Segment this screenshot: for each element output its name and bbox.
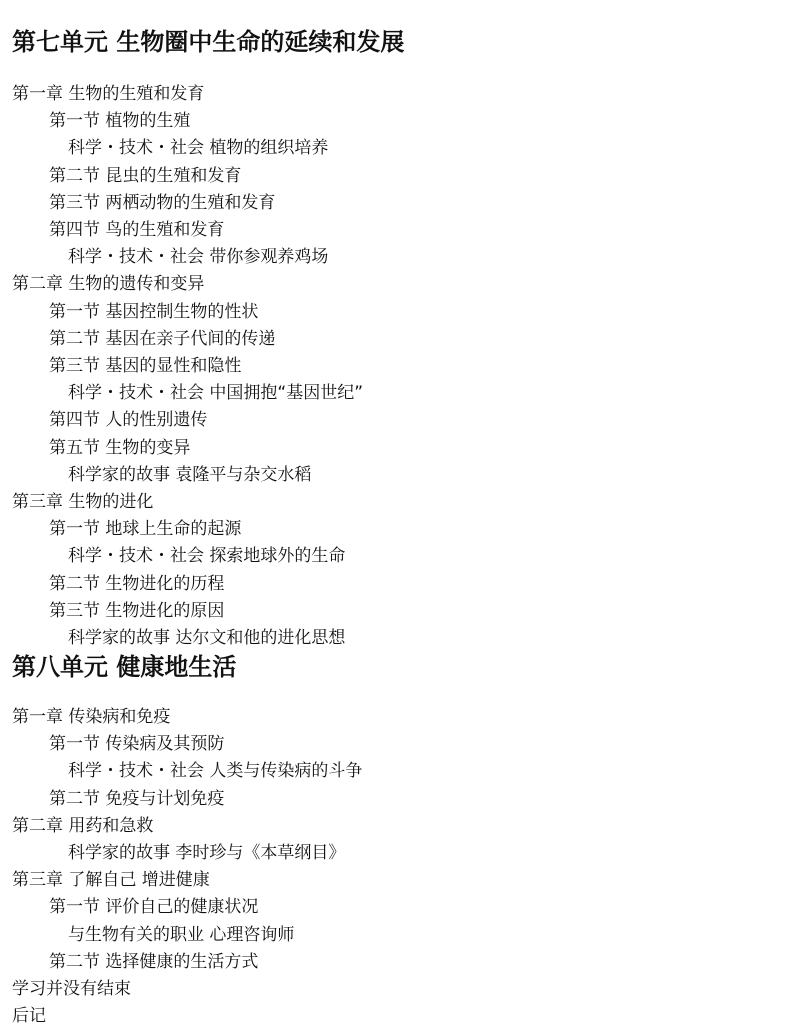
chapter-entry: 第二章 生物的遗传和变异 [12, 274, 205, 295]
closing-entry: 后记 [12, 1006, 46, 1027]
section-entry: 第二节 生物进化的历程 [49, 573, 225, 594]
section-entry: 第一节 传染病及其预防 [49, 734, 225, 755]
feature-entry: 科学・技术・社会 探索地球外的生命 [68, 546, 346, 567]
section-entry: 第一节 基因控制生物的性状 [49, 301, 259, 322]
section-entry: 第四节 人的性别遗传 [49, 410, 208, 431]
feature-entry: 科学・技术・社会 植物的组织培养 [68, 138, 329, 159]
section-entry: 第二节 基因在亲子代间的传递 [49, 328, 276, 349]
feature-entry: 科学家的故事 达尔文和他的进化思想 [68, 628, 346, 648]
feature-entry: 科学・技术・社会 中国拥抱“基因世纪” [68, 383, 364, 404]
section-entry: 第二节 免疫与计划免疫 [49, 788, 225, 809]
feature-entry: 与生物有关的职业 心理咨询师 [68, 924, 295, 945]
section-entry: 第三节 基因的显性和隐性 [49, 356, 242, 376]
section-entry: 第五节 生物的变异 [49, 437, 191, 458]
feature-entry: 科学・技术・社会 带你参观养鸡场 [68, 247, 329, 268]
chapter-entry: 第一章 传染病和免疫 [12, 707, 171, 727]
section-entry: 第二节 选择健康的生活方式 [49, 951, 259, 972]
chapter-entry: 第三章 了解自己 增进健康 [12, 870, 210, 891]
closing-entry: 学习并没有结束 [12, 979, 131, 999]
chapter-entry: 第三章 生物的进化 [12, 492, 154, 512]
section-entry: 第一节 地球上生命的起源 [49, 519, 242, 540]
feature-entry: 科学家的故事 李时珍与《本草纲目》 [68, 843, 346, 863]
feature-entry: 科学家的故事 袁隆平与杂交水稻 [68, 464, 312, 485]
chapter-entry: 第一章 生物的生殖和发育 [12, 84, 205, 104]
section-entry: 第一节 评价自己的健康状况 [49, 897, 259, 918]
unit-title: 第七单元 生物圈中生命的延续和发展 [12, 28, 405, 56]
unit-title: 第八单元 健康地生活 [12, 653, 237, 681]
section-entry: 第三节 两栖动物的生殖和发育 [49, 192, 276, 213]
feature-entry: 科学・技术・社会 人类与传染病的斗争 [68, 761, 363, 782]
section-entry: 第四节 鸟的生殖和发育 [49, 220, 225, 240]
section-entry: 第二节 昆虫的生殖和发育 [49, 165, 242, 186]
section-entry: 第一节 植物的生殖 [49, 111, 191, 132]
section-entry: 第三节 生物进化的原因 [49, 600, 225, 621]
chapter-entry: 第二章 用药和急救 [12, 815, 154, 836]
